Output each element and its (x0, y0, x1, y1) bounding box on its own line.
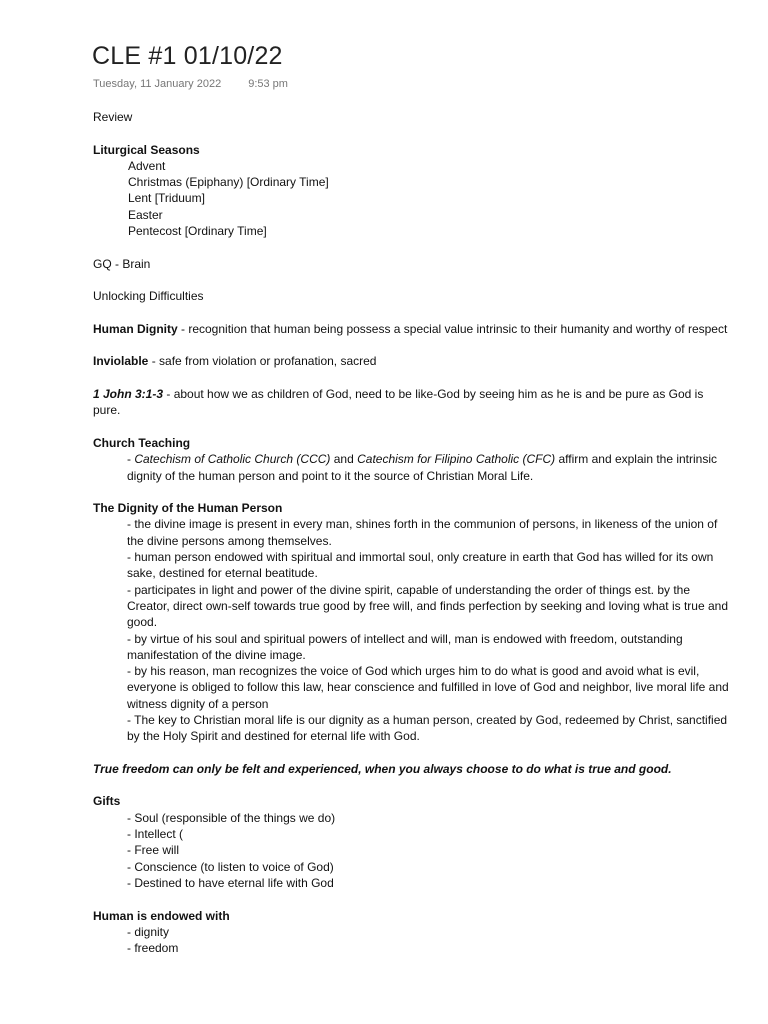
cfc-title: Catechism for Filipino Catholic (CFC) (357, 452, 556, 467)
inviolable-definition (93, 353, 733, 369)
scripture-reference: 1 John 3:1-3 (93, 387, 164, 402)
dignity-item: - human person endowed with spiritual and immortal soul, only creature in earth that God has willed for its own sake, destined for eternal beatitude. (127, 550, 714, 581)
page-title: CLE #1 01/10/22 (92, 42, 283, 70)
page-date: Tuesday, 11 January 2022 (93, 78, 222, 90)
page-meta (93, 78, 288, 90)
dignity-item: - The key to Christian moral life is our dignity as a human person, created by God, redeemed by Christ, sanctified by the Holy Spirit and destined for eternal life with God. (127, 712, 728, 744)
liturgical-item: Advent (128, 158, 166, 173)
human-dignity-definition (93, 321, 733, 337)
bullet-dash: - (127, 452, 135, 467)
dignity-item: - the divine image is present in every man, shines forth in the communion of persons, in likeness of the union of the divine persons among themselves. (127, 517, 718, 548)
definition-term: Inviolable (93, 354, 149, 369)
conjunction: and (330, 452, 358, 467)
gq-line: GQ - Brain (93, 256, 151, 271)
page-time: 9:53 pm (248, 78, 288, 90)
church-teaching-heading: Church Teaching (93, 435, 191, 450)
dignity-item: - by his reason, man recognizes the voice of God which urges him to do what is good and avoid what is evil, everyone is obliged to follow this law, hear conscience and fulfilled in love of God and neighbor, live moral life and witness dignity of a person (127, 664, 729, 711)
review-line: Review (93, 110, 133, 124)
gifts-item: - Soul (responsible of the things we do) (127, 810, 336, 825)
church-teaching-text: affirm and explain the intrinsic dignity of the human person and point to it the source of Christian Moral Life. (127, 452, 718, 483)
gifts-item: - Destined to have eternal life with God (127, 875, 334, 890)
dignity-heading: The Dignity of the Human Person (93, 501, 283, 516)
endowed-item: - freedom (127, 941, 179, 956)
gifts-item: - Free will (127, 843, 180, 858)
liturgical-item: Pentecost [Ordinary Time] (128, 224, 267, 239)
note-body (93, 109, 733, 956)
liturgical-item: Easter (128, 207, 163, 222)
freedom-quote: True freedom can only be felt and experienced, when you always choose to do what is true and good. (93, 761, 672, 776)
church-teaching-item (93, 451, 733, 484)
dignity-item: - by virtue of his soul and spiritual powers of intellect and will, man is endowed with freedom, outstanding manifestation of the divine image. (127, 631, 683, 662)
dignity-item: - participates in light and power of the divine spirit, capable of understanding the order of things est. by the Creator, direct own-self towards true good by free will, and finds perfection by seeking and loving what is true and good. (127, 582, 728, 630)
definition-text: - safe from violation or profanation, sacred (148, 354, 377, 369)
definition-term: Human Dignity (93, 321, 178, 336)
gifts-item: - Intellect ( (127, 827, 184, 842)
liturgical-item: Lent [Triduum] (128, 191, 205, 206)
gifts-item: - Conscience (to listen to voice of God) (127, 859, 334, 874)
definition-text: - recognition that human being possess a special value intrinsic to their humanity and worthy of respect (177, 321, 728, 336)
endowed-item: - dignity (127, 924, 170, 939)
scripture-text: - about how we as children of God, need to be like-God by seeing him as he is and be pure as God is pure. (93, 387, 704, 418)
john-reference (93, 386, 733, 419)
gifts-heading: Gifts (93, 794, 121, 809)
liturgical-item: Christmas (Epiphany) [Ordinary Time] (128, 175, 329, 190)
ccc-title: Catechism of Catholic Church (CCC) (134, 452, 331, 467)
liturgical-heading: Liturgical Seasons (93, 142, 200, 157)
endowed-heading: Human is endowed with (93, 908, 230, 923)
unlocking-heading: Unlocking Difficulties (93, 289, 204, 304)
